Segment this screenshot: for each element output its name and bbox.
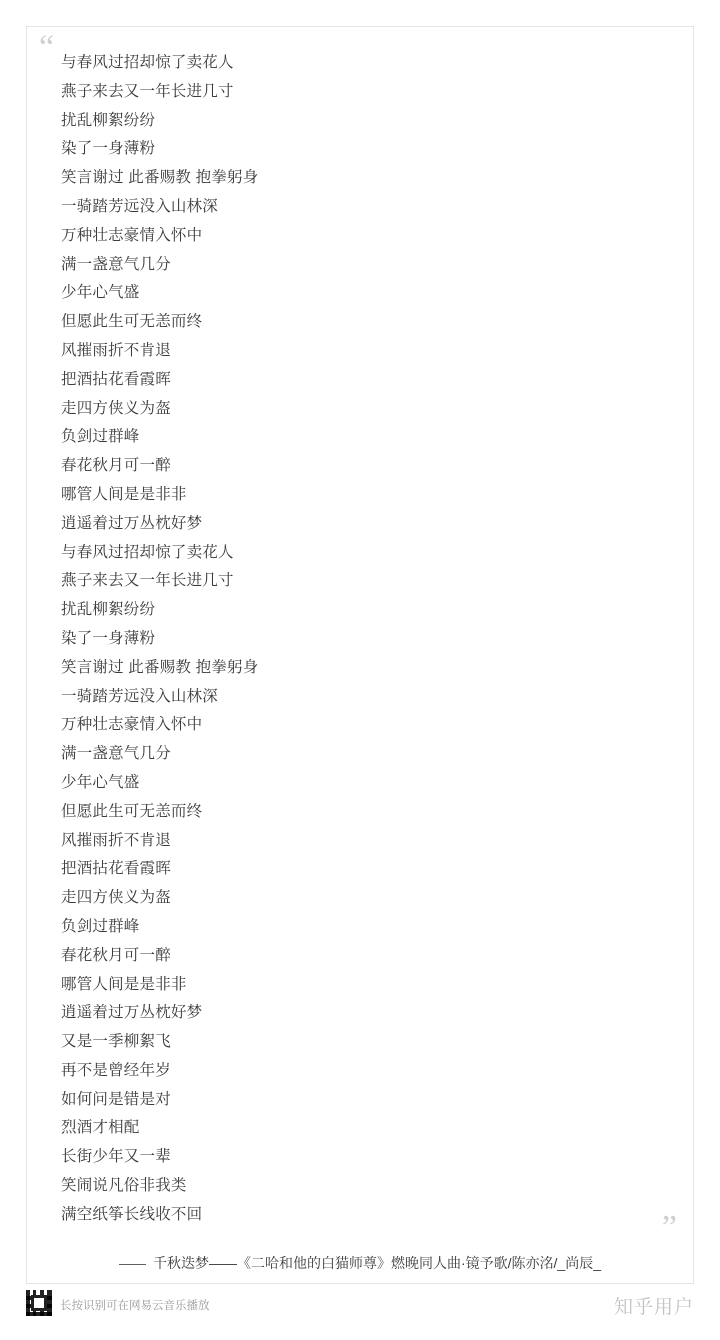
- list-item: 笑言谢过 此番赐教 抱拳躬身: [61, 658, 259, 676]
- list-item: 风摧雨折不肯退: [61, 831, 171, 849]
- list-item: 一骑踏芳远没入山林深: [61, 687, 219, 705]
- watermark-label: 知乎用户: [613, 1297, 694, 1318]
- list-item: 笑言谢过 此番赐教 抱拳躬身: [61, 169, 259, 187]
- list-item: 负剑过群峰: [61, 917, 140, 935]
- list-item: 一骑踏芳远没入山林深: [61, 197, 219, 215]
- qr-hint-label: 长按识别可在网易云音乐播放: [60, 1300, 210, 1312]
- close-quote-icon: ”: [661, 1209, 677, 1246]
- credit-line: [27, 1253, 693, 1273]
- list-item: 扰乱柳絮纷纷: [61, 601, 156, 619]
- list-item: 春花秋月可一醉: [61, 457, 171, 475]
- list-item: 把酒拈花看霞晖: [61, 370, 171, 388]
- list-item: 负剑过群峰: [61, 428, 140, 446]
- list-item: 染了一身薄粉: [61, 140, 156, 158]
- list-item: 燕子来去又一年长进几寸: [61, 572, 234, 590]
- credit-dash: ——: [118, 1255, 145, 1271]
- list-item: 燕子来去又一年长进几寸: [61, 82, 234, 100]
- list-item: 扰乱柳絮纷纷: [61, 111, 156, 129]
- credit-text: 千秋迭梦——《二哈和他的白猫师尊》燃晚同人曲·镜予歌/陈亦洺/_尚辰_: [152, 1255, 601, 1271]
- list-item: 少年心气盛: [61, 284, 140, 302]
- list-item: 风摧雨折不肯退: [61, 341, 171, 359]
- list-item: 逍遥着过万丛枕好梦: [61, 514, 203, 532]
- list-item: 与春风过招却惊了卖花人: [61, 54, 234, 71]
- list-item: 笑闹说凡俗非我类: [61, 1177, 187, 1195]
- list-item: 万种壮志豪情入怀中: [61, 716, 203, 734]
- qr-code-icon[interactable]: [26, 1290, 52, 1316]
- list-item: 满空纸筝长线收不回: [61, 1205, 203, 1223]
- bottom-bar: [0, 1284, 720, 1340]
- list-item: 走四方侠义为盔: [61, 399, 171, 417]
- list-item: 如何问是错是对: [61, 1090, 171, 1108]
- list-item: 与春风过招却惊了卖花人: [61, 543, 234, 561]
- list-item: 哪管人间是是非非: [61, 975, 187, 993]
- list-item: 少年心气盛: [61, 773, 140, 791]
- list-item: 但愿此生可无恙而终: [61, 313, 203, 331]
- list-item: 春花秋月可一醉: [61, 946, 171, 964]
- lyrics-list: [43, 49, 677, 1230]
- list-item: 又是一季柳絮飞: [61, 1033, 171, 1051]
- list-item: 万种壮志豪情入怀中: [61, 226, 203, 244]
- list-item: 逍遥着过万丛枕好梦: [61, 1004, 203, 1022]
- list-item: 烈酒才相配: [61, 1119, 140, 1137]
- list-item: 哪管人间是是非非: [61, 485, 187, 503]
- list-item: 染了一身薄粉: [61, 629, 156, 647]
- list-item: 走四方侠义为盔: [61, 889, 171, 907]
- open-quote-icon: “: [39, 29, 55, 66]
- list-item: 满一盏意气几分: [61, 745, 171, 763]
- list-item: 长街少年又一辈: [61, 1148, 171, 1166]
- lyrics-card: [26, 26, 694, 1284]
- list-item: 但愿此生可无恙而终: [61, 802, 203, 820]
- list-item: 把酒拈花看霞晖: [61, 860, 171, 878]
- list-item: 满一盏意气几分: [61, 255, 171, 273]
- list-item: 再不是曾经年岁: [61, 1061, 171, 1079]
